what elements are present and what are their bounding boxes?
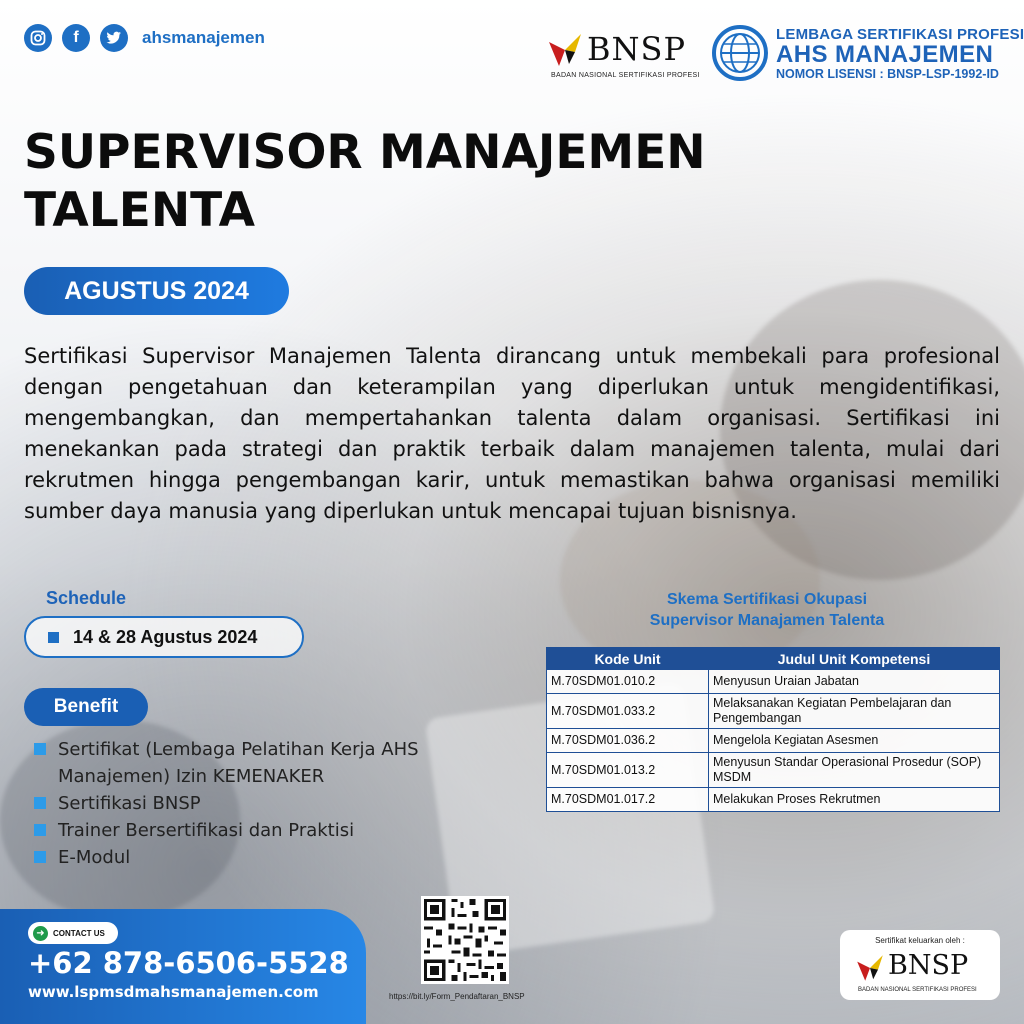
benefit-text: Trainer Bersertifikasi dan Praktisi: [58, 820, 355, 841]
instagram-icon[interactable]: [24, 24, 52, 52]
unit-title: Menyusun Standar Operasional Prosedur (SOP) MSDM: [709, 753, 1000, 788]
table-row: [547, 788, 1000, 812]
square-bullet-icon: [34, 824, 46, 836]
lsp-line2: AHS MANAJEMEN: [776, 41, 994, 68]
certificate-issuer-card: [840, 930, 1000, 1000]
month-badge: AGUSTUS 2024: [24, 267, 289, 315]
bnsp-logo-small: [854, 950, 994, 996]
square-bullet-icon: [48, 632, 59, 643]
skema-title-line2: Supervisor Manajamen Talenta: [649, 612, 885, 629]
bnsp-wordmark: BNSP: [888, 950, 969, 981]
list-item: [34, 817, 454, 844]
cert-note: Sertifikat keluarkan oleh :: [875, 936, 965, 945]
benefit-text: Sertifikasi BNSP: [58, 793, 201, 814]
column-header: Kode Unit: [547, 648, 709, 670]
qr-url[interactable]: https://bit.ly/Form_Pendaftaran_BNSP: [389, 992, 525, 1001]
phone-number[interactable]: +62 878-6506-5528: [28, 946, 349, 980]
list-item: [34, 844, 454, 871]
table-row: [547, 670, 1000, 694]
bnsp-subtitle: BADAN NASIONAL SERTIFIKASI PROFESI: [551, 72, 700, 79]
skema-title: [580, 589, 954, 631]
square-bullet-icon: [34, 851, 46, 863]
facebook-icon[interactable]: f: [62, 24, 90, 52]
benefit-text: E-Modul: [58, 847, 131, 868]
arrow-right-icon: ➜: [33, 926, 48, 941]
unit-title: Mengelola Kegiatan Asesmen: [709, 729, 1000, 753]
table-row: [547, 753, 1000, 788]
table-row: [547, 729, 1000, 753]
title-line-2: TALENTA: [24, 183, 255, 238]
bnsp-logo: [545, 26, 705, 82]
twitter-icon[interactable]: [100, 24, 128, 52]
column-header: Judul Unit Kompetensi: [709, 648, 1000, 670]
unit-title: Melakukan Proses Rekrutmen: [709, 788, 1000, 812]
title-line-1: SUPERVISOR MANAJEMEN: [24, 125, 706, 180]
benefit-list: [34, 736, 454, 871]
website-link[interactable]: www.lspmsdmahsmanajemen.com: [28, 983, 319, 1001]
description-paragraph: Sertifikasi Supervisor Manajemen Talenta dirancang untuk membekali para profesional dengan pengetahuan dan keterampilan yang diperlukan untuk mengidentifikasi, mengembangkan, dan mempertahankan talenta dalam organisasi. Sertifikasi ini menekankan pada strategi dan praktik terbaik dalam manajemen talenta, mulai dari rekrutmen hingga pengembangan karir, untuk memastikan bahwa organisasi memiliki sumber daya manusia yang diperlukan untuk mencapai tujuan bisnisnya.: [24, 344, 1000, 523]
benefit-text: Sertifikat (Lembaga Pelatihan Kerja AHS Manajemen) Izin KEMENAKER: [58, 739, 419, 787]
contact-us-button[interactable]: [28, 922, 118, 944]
competency-table: [546, 647, 1000, 812]
qr-code-icon[interactable]: [421, 896, 509, 984]
schedule-box: [24, 616, 304, 658]
schedule-label: Schedule: [46, 588, 127, 608]
contact-chip-label: CONTACT US: [53, 928, 105, 938]
unit-title: Menyusun Uraian Jabatan: [709, 670, 1000, 694]
unit-code: M.70SDM01.017.2: [547, 788, 709, 812]
lsp-line1: LEMBAGA SERTIFIKASI PROFESI: [776, 26, 1024, 43]
unit-title: Melaksanakan Kegiatan Pembelajaran dan Pengembangan: [709, 694, 1000, 729]
table-header-row: [547, 648, 1000, 670]
lsp-license: NOMOR LISENSI : BNSP-LSP-1992-ID: [776, 67, 999, 81]
unit-code: M.70SDM01.033.2: [547, 694, 709, 729]
bnsp-emblem-icon: [545, 30, 585, 70]
skema-title-line1: Skema Sertifikasi Okupasi: [666, 591, 868, 608]
benefit-label: Benefit: [24, 688, 148, 726]
bnsp-subtitle: BADAN NASIONAL SERTIFIKASI PROFESI: [858, 987, 977, 993]
square-bullet-icon: [34, 743, 46, 755]
page-title: [24, 124, 824, 240]
ahs-globe-logo-icon: [709, 24, 771, 82]
unit-code: M.70SDM01.010.2: [547, 670, 709, 694]
social-bar: [24, 24, 265, 52]
unit-code: M.70SDM01.013.2: [547, 753, 709, 788]
schedule-date: 14 & 28 Agustus 2024: [73, 626, 258, 647]
table-row: [547, 694, 1000, 729]
bnsp-emblem-icon: [854, 952, 886, 984]
square-bullet-icon: [34, 797, 46, 809]
social-handle[interactable]: ahsmanajemen: [142, 28, 265, 47]
lsp-heading: [776, 26, 1024, 81]
list-item: [34, 736, 454, 790]
unit-code: M.70SDM01.036.2: [547, 729, 709, 753]
list-item: [34, 790, 454, 817]
bnsp-wordmark: BNSP: [587, 30, 686, 68]
